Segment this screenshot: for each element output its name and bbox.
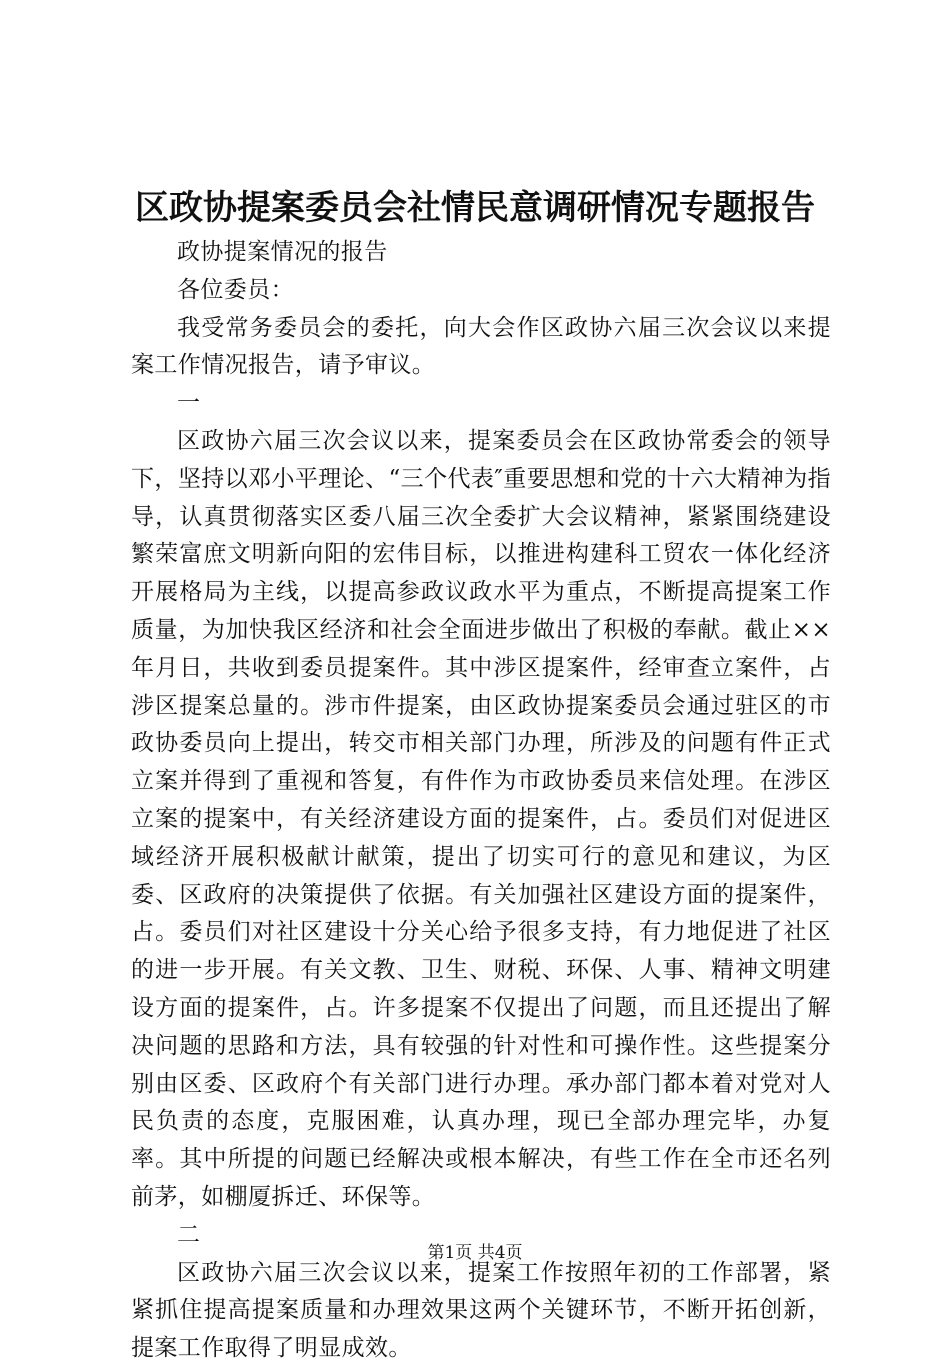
document-title: 区政协提案委员会社情民意调研情况专题报告 — [135, 188, 815, 228]
section-two-paragraph: 区政协六届三次会议以来，提案工作按照年初的工作部署，紧紧抓住提高提案质量和办理效果这两个关键环节，不断开拓创新，提案工作取得了明显成效。 — [131, 1259, 831, 1362]
section-heading-two: 二 — [177, 1221, 201, 1248]
page-footer — [0, 1241, 950, 1265]
section-heading-one: 一 — [177, 390, 201, 417]
document-body — [131, 234, 831, 1368]
salutation-paragraph: 各位委员： — [177, 276, 294, 303]
section-one-paragraph: 区政协六届三次会议以来，提案委员会在区政协常委会的领导下，坚持以邓小平理论、“三个代表″重要思想和党的十六大精神为指导，认真贯彻落实区委八届三次全委扩大会议精神，紧紧围绕建设繁荣富庶文明新向阳的宏伟目标，以推进构建科工贸农一体化经济开展格局为主线，以提高参政议政水平为重点，不断提高提案工作质量，为加快我区经济和社会全面进步做出了积极的奉献。截止××年月日，共收到委员提案件。其中涉区提案件，经审查立案件，占涉区提案总量的。涉市件提案，由区政协提案委员会通过驻区的市政协委员向上提出，转交市相关部门办理，所涉及的问题有件正式立案并得到了重视和答复，有件作为市政协委员来信处理。在涉区立案的提案中，有关经济建设方面的提案件，占。委员们对促进区域经济开展积极献计献策，提出了切实可行的意见和建议，为区委、区政府的决策提供了依据。有关加强社区建设方面的提案件，占。委员们对社区建设十分关心给予很多支持，有力地促进了社区的进一步开展。有关文教、卫生、财税、环保、人事、精神文明建设方面的提案件，占。许多提案不仅提出了问题，而且还提出了解决问题的思路和方法，具有较强的针对性和可操作性。这些提案分别由区委、区政府个有关部门进行办理。承办部门都本着对党对人民负责的态度，克服困难，认真办理，现已全部办理完毕，办复率。其中所提的问题已经解决或根本解决，有些工作在全市还名列前茅，如棚厦拆迁、环保等。 — [131, 427, 831, 1210]
intro-paragraph: 我受常务委员会的委托，向大会作区政协六届三次会议以来提案工作情况报告，请予审议。 — [131, 314, 831, 379]
page-number-label: 第1页 共4页 — [427, 1243, 523, 1263]
subtitle-paragraph: 政协提案情况的报告 — [177, 239, 388, 265]
